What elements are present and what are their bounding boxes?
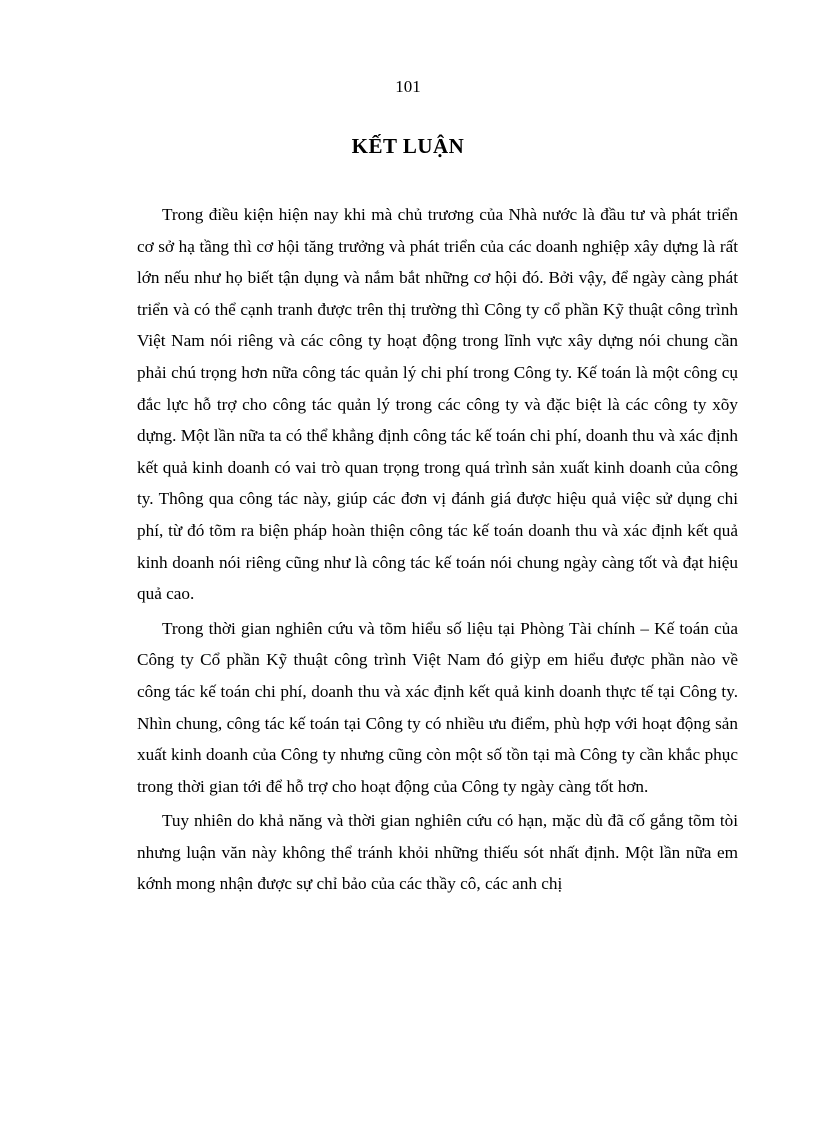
paragraph-2: Trong thời gian nghiên cứu và tõm hiểu số liệu tại Phòng Tài chính – Kế toán của Công ty Cổ phần Kỹ thuật công trình Việt Nam đó giỳp em hiểu được phần nào về công tác kế toán chi phí, doanh thu và xác định kết quả kinh doanh thực tế tại Công ty. Nhìn chung, công tác kế toán tại Công ty có nhiều ưu điểm, phù hợp với hoạt động sản xuất kinh doanh của Công ty nhưng cũng còn một số tồn tại mà Công ty cần khắc phục trong thời gian tới để hỗ trợ cho hoạt động của Công ty ngày càng tốt hơn.: [137, 618, 738, 796]
paragraph-1: Trong điều kiện hiện nay khi mà chủ trương của Nhà nước là đầu tư và phát triển cơ sở hạ tầng thì cơ hội tăng trưởng và phát triển của các doanh nghiệp xây dựng là rất lớn nếu như họ biết tận dụng và nắm bắt những cơ hội đó. Bởi vậy, để ngày càng phát triển và có thể cạnh tranh được trên thị trường thì Công ty cổ phần Kỹ thuật công trình Việt Nam nói riêng và các công ty hoạt động trong lĩnh vực xây dựng nói chung cần phải chú trọng hơn nữa công tác quản lý chi phí trong Công ty. Kế toán là một công cụ đắc lực hỗ trợ cho công tác quản lý trong các công ty và đặc biệt là các công ty xõy dựng. Một lần nữa ta có thể khẳng định công tác kế toán chi phí, doanh thu và xác định kết quả kinh doanh có vai trò quan trọng trong quá trình sản xuất kinh doanh của công ty. Thông qua công tác này, giúp các đơn vị đánh giá được hiệu quả việc sử dụng chi phí, từ đó tõm ra biện pháp hoàn thiện công tác kế toán doanh thu và xác định kết quả kinh doanh nói riêng cũng như là công tác kế toán nói chung ngày càng tốt và đạt hiệu quả cao.: [137, 205, 738, 604]
paragraph-3: Tuy nhiên do khả năng và thời gian nghiên cứu có hạn, mặc dù đã cố gắng tõm tòi nhưng luận văn này không thể tránh khỏi những thiếu sót nhất định. Một lần nữa em kớnh mong nhận được sự chỉ bảo của các thầy cô, các anh chị: [137, 811, 738, 894]
page-title: KẾT LUẬN: [351, 134, 465, 158]
body-text: [137, 199, 738, 900]
page-number: 101: [395, 77, 421, 96]
